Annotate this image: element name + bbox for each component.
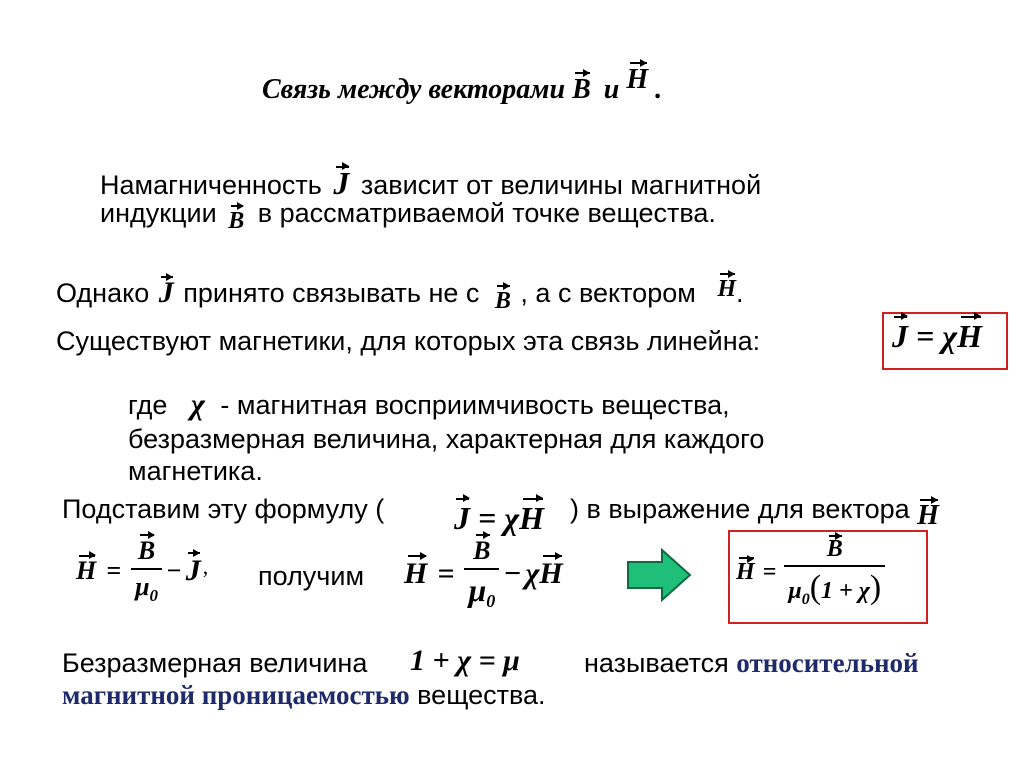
vector-h: H [539, 557, 563, 591]
number-one: 1 [410, 644, 425, 677]
equals-sign: = [916, 318, 935, 354]
text: вещества. [417, 680, 546, 710]
paragraph-magnetization-line2 [100, 198, 716, 234]
formula-h-from-b-and-chi-h [404, 536, 563, 612]
title-and: и [603, 74, 620, 105]
arrow-right-icon [626, 548, 692, 602]
paren-right: ) [869, 569, 882, 606]
text: называется [584, 648, 729, 678]
text: , а с вектором [520, 278, 696, 308]
chi-symbol: χ [190, 388, 205, 421]
text: безразмерная величина, характерная для каждого [128, 424, 765, 454]
comma: , [202, 554, 209, 580]
vector-h: H [404, 557, 428, 591]
text: где [128, 390, 168, 420]
chi-symbol: χ [457, 644, 472, 677]
paragraph-relative-permeability-end [584, 648, 919, 678]
paragraph-magnetization [100, 165, 762, 201]
paragraph-linear-magnetics [56, 326, 760, 356]
number-one: 1 [821, 578, 834, 604]
text: индукции [100, 198, 217, 228]
title-text: Связь между векторами [262, 74, 566, 105]
equals-sign: = [762, 558, 777, 585]
vector-b: B [572, 74, 591, 105]
fraction-b-over-mu0 [131, 536, 162, 606]
formula-j-equals-chi-h [892, 318, 982, 355]
equals-sign: = [437, 557, 455, 591]
vector-j: J [454, 500, 470, 536]
chi-symbol: χ [942, 318, 958, 354]
mu-symbol: μ [788, 578, 802, 604]
paragraph-relative-permeability [62, 648, 367, 678]
mu-symbol: μ [503, 644, 520, 677]
paragraph-substitute [62, 494, 384, 524]
text: - магнитная восприимчивость вещества, [220, 390, 730, 420]
paragraph-relative-permeability-line2 [62, 680, 546, 710]
paragraph-where-chi [128, 390, 730, 420]
mu-symbol: μ [468, 572, 487, 608]
paragraph-where-line2 [128, 424, 764, 454]
text: . [735, 278, 744, 308]
equals-sign: = [106, 556, 122, 586]
formula-j-equals-chi-h-inline [454, 500, 544, 537]
formula-one-plus-chi-equals-mu [410, 644, 520, 678]
term-magnetic-permeability: магнитной проницаемостью [62, 680, 410, 710]
subscript-zero: 0 [149, 586, 159, 606]
vector-h: H [717, 276, 736, 302]
vector-j: J [185, 554, 201, 588]
text: Безразмерная величина [62, 648, 368, 678]
formula-h-from-b-and-j [76, 536, 208, 606]
chi-symbol: χ [504, 500, 520, 536]
term-relative: относительной [736, 648, 919, 678]
text: в рассматриваемой точке вещества. [257, 198, 716, 228]
chi-symbol: χ [525, 557, 540, 591]
text: получим [258, 561, 365, 591]
vector-b: B [473, 536, 491, 565]
text: магнетика. [128, 456, 263, 486]
equals-sign: = [478, 644, 496, 677]
text: Однако [56, 278, 150, 308]
equals-sign: = [478, 500, 497, 536]
vector-b: B [228, 208, 245, 234]
vector-b: B [137, 536, 156, 565]
chi-symbol: χ [858, 578, 870, 604]
text: ) в выражение для вектора [570, 494, 910, 524]
vector-h: H [626, 64, 649, 95]
vector-h: H [917, 500, 939, 531]
subscript-zero: 0 [801, 590, 810, 608]
vector-j: J [333, 165, 350, 201]
subscript-zero: 0 [486, 591, 496, 612]
vector-b: B [494, 288, 511, 314]
vector-h: H [736, 558, 755, 585]
paragraph-however [56, 276, 744, 314]
vector-h: H [519, 500, 544, 536]
mu-symbol: μ [135, 572, 150, 601]
fraction-b-over-mu0-one-plus-chi [784, 536, 885, 609]
plus-sign: + [839, 578, 853, 604]
paragraph-substitute-end [570, 494, 939, 531]
minus-sign: − [503, 557, 522, 591]
vector-h: H [76, 556, 97, 586]
paren-left: ( [809, 569, 822, 606]
plus-sign: + [432, 644, 450, 677]
vector-j: J [892, 318, 908, 354]
word-get [258, 561, 364, 591]
text: Подставим эту формулу ( [62, 494, 385, 524]
fraction-b-over-mu0 [464, 536, 499, 612]
slide-title [262, 64, 663, 106]
vector-j: J [158, 276, 174, 309]
text: зависит от величины магнитной [360, 170, 762, 200]
vector-b: B [826, 536, 843, 562]
text: Намагниченность [100, 170, 322, 200]
vector-h: H [957, 318, 982, 354]
minus-sign: − [166, 556, 182, 586]
paragraph-where-line3 [128, 456, 263, 486]
formula-h-result [736, 536, 885, 609]
title-dot: . [655, 74, 663, 105]
text: принято связывать не с [183, 278, 480, 308]
text: Существуют магнетики, для которых эта связь линейна: [56, 326, 761, 356]
